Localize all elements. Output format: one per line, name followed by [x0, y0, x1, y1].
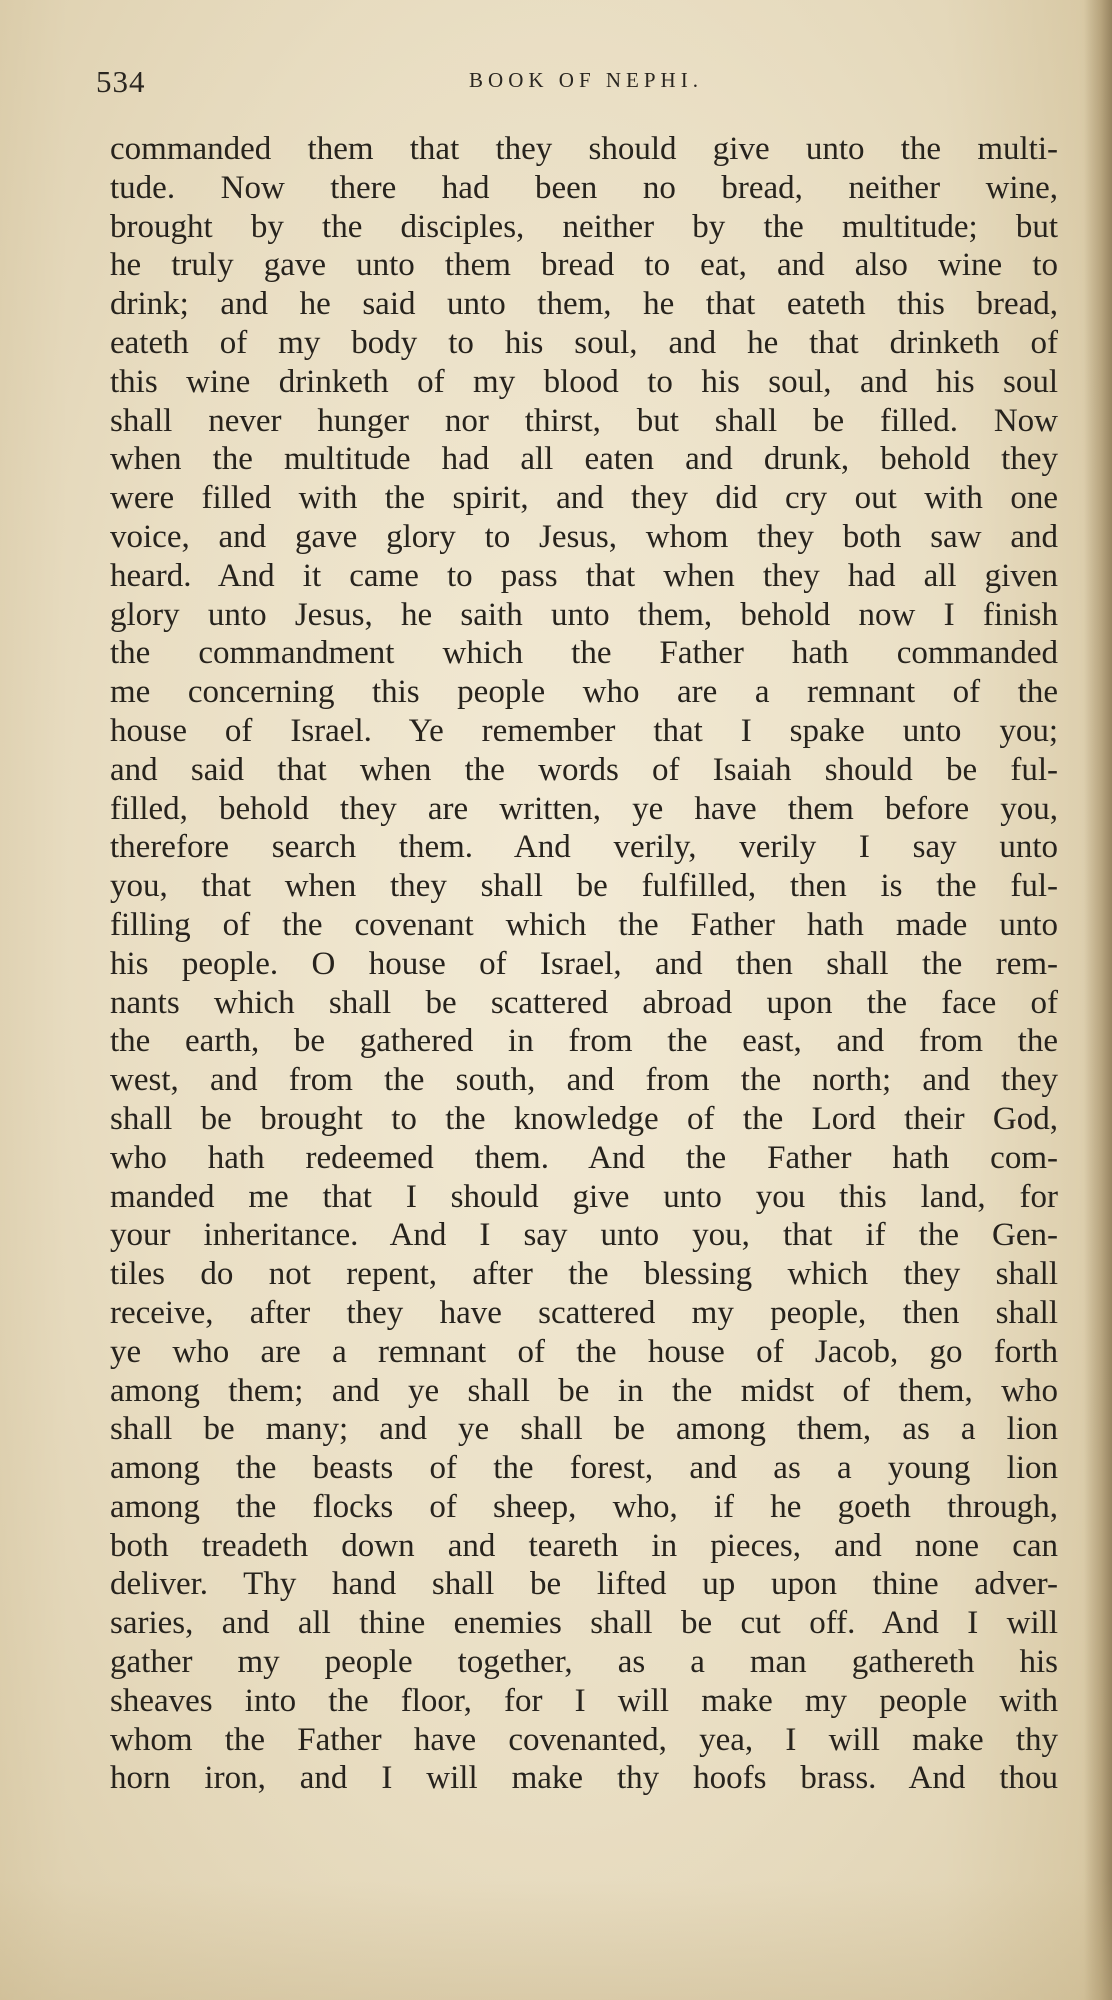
text-line: and said that when the words of Isaiah should be ful- [110, 751, 1058, 788]
text-line: filled, behold they are written, ye have them before you, [110, 790, 1058, 827]
text-line: saries, and all thine enemies shall be cut off. And I will [110, 1605, 1058, 1642]
text-line: among the beasts of the forest, and as a young lion [110, 1450, 1058, 1487]
running-title: BOOK OF NEPHI. [469, 68, 703, 92]
body-text [110, 130, 1058, 1798]
text-line: heard. And it came to pass that when they had all given [110, 557, 1058, 594]
text-line: both treadeth down and teareth in pieces, and none can [110, 1527, 1058, 1564]
text-line: you, that when they shall be fulfilled, then is the ful- [110, 868, 1058, 905]
text-line: west, and from the south, and from the north; and they [110, 1062, 1058, 1099]
text-line: sheaves into the floor, for I will make my people with [110, 1682, 1058, 1719]
text-line: your inheritance. And I say unto you, that if the Gen- [110, 1217, 1058, 1254]
text-line: among them; and ye shall be in the midst of them, who [110, 1372, 1058, 1409]
text-line: shall be many; and ye shall be among them, as a lion [110, 1411, 1058, 1448]
text-line: house of Israel. Ye remember that I spake unto you; [110, 712, 1058, 749]
text-line: shall be brought to the knowledge of the Lord their God, [110, 1100, 1058, 1137]
text-line: whom the Father have covenanted, yea, I will make thy [110, 1721, 1058, 1758]
text-line: shall never hunger nor thirst, but shall be filled. Now [110, 402, 1058, 439]
running-header [96, 64, 1056, 104]
text-line: voice, and gave glory to Jesus, whom they both saw and [110, 518, 1058, 555]
text-line: tiles do not repent, after the blessing which they shall [110, 1256, 1058, 1293]
text-line: therefore search them. And verily, verily I say unto [110, 829, 1058, 866]
text-line: when the multitude had all eaten and drunk, behold they [110, 441, 1058, 478]
text-line: filling of the covenant which the Father hath made unto [110, 906, 1058, 943]
text-line: horn iron, and I will make thy hoofs brass. And thou [110, 1760, 1058, 1797]
text-line: were filled with the spirit, and they did cry out with one [110, 480, 1058, 517]
text-line: receive, after they have scattered my people, then shall [110, 1294, 1058, 1331]
text-line: gather my people together, as a man gathereth his [110, 1644, 1058, 1681]
text-line: drink; and he said unto them, he that eateth this bread, [110, 286, 1058, 323]
text-line: brought by the disciples, neither by the multitude; but [110, 208, 1058, 245]
text-line: commanded them that they should give unto the multi- [110, 131, 1058, 167]
page-bottom-tint [0, 1880, 1112, 2000]
text-line: this wine drinketh of my blood to his soul, and his soul [110, 363, 1058, 400]
text-line: me concerning this people who are a remnant of the [110, 674, 1058, 711]
text-line: who hath redeemed them. And the Father hath com- [110, 1139, 1058, 1176]
text-line: tude. Now there had been no bread, neither wine, [110, 169, 1058, 206]
text-line: nants which shall be scattered abroad upon the face of [110, 984, 1058, 1021]
text-line: ye who are a remnant of the house of Jacob, go forth [110, 1333, 1058, 1370]
page-number: 534 [96, 64, 146, 99]
text-line: his people. O house of Israel, and then shall the rem- [110, 945, 1058, 982]
text-line: he truly gave unto them bread to eat, and also wine to [110, 247, 1058, 284]
page-edge-shadow [1084, 0, 1112, 2000]
text-line: manded me that I should give unto you this land, for [110, 1178, 1058, 1215]
text-line: the earth, be gathered in from the east, and from the [110, 1023, 1058, 1060]
text-line: eateth of my body to his soul, and he that drinketh of [110, 324, 1058, 361]
text-line: the commandment which the Father hath commanded [110, 635, 1058, 672]
text-line: among the flocks of sheep, who, if he goeth through, [110, 1488, 1058, 1525]
text-line: glory unto Jesus, he saith unto them, behold now I finish [110, 596, 1058, 633]
text-line: deliver. Thy hand shall be lifted up upon thine adver- [110, 1566, 1058, 1603]
